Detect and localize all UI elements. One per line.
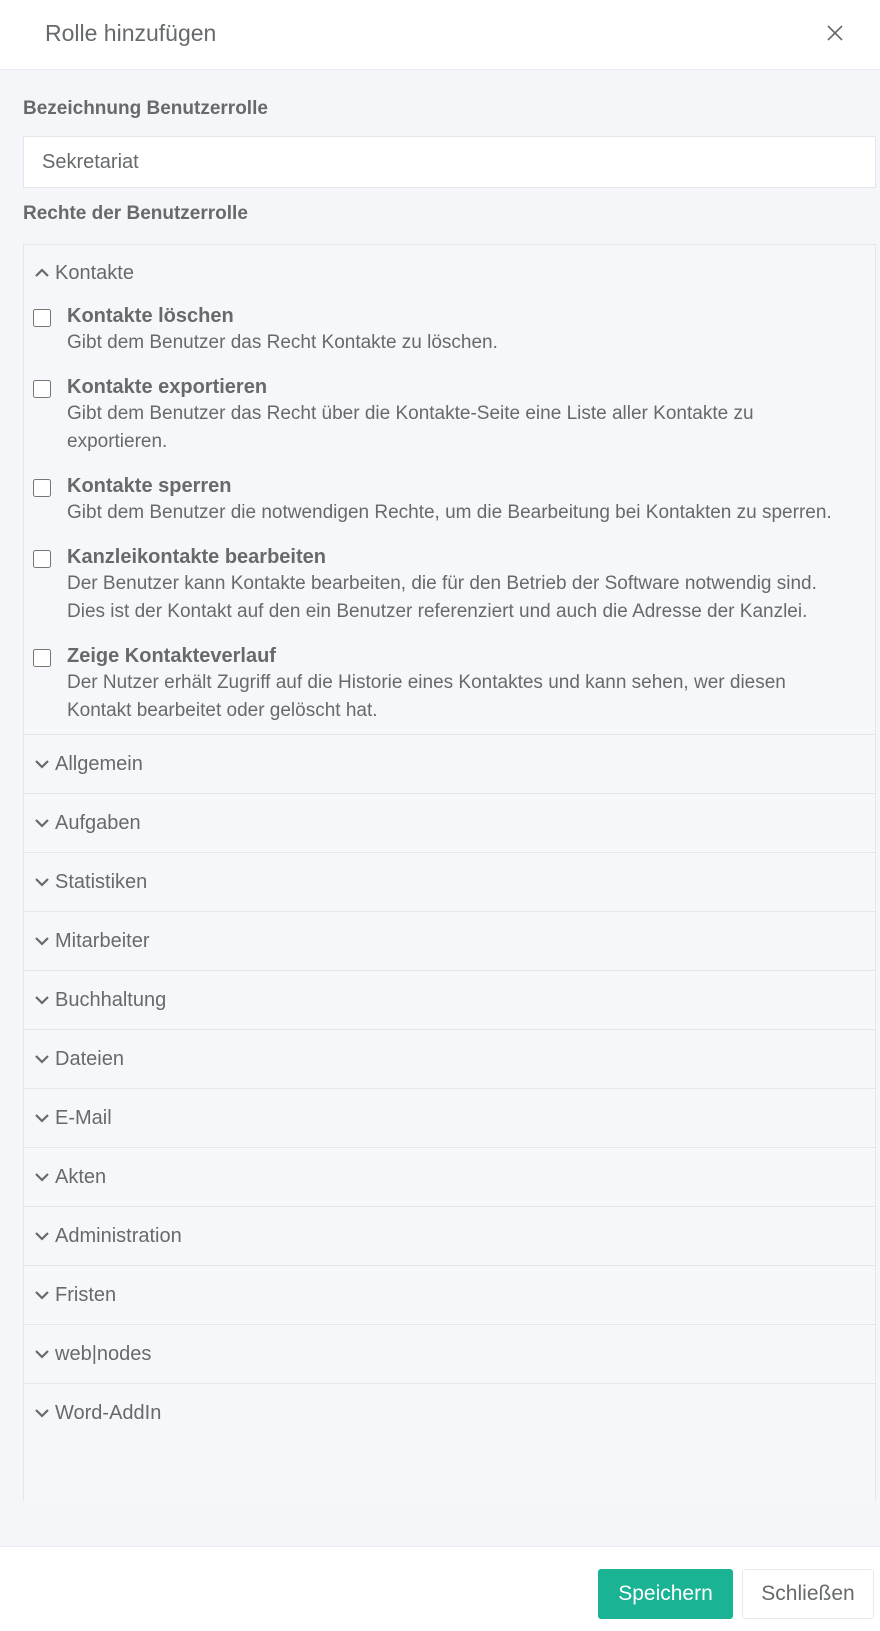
chevron-down-icon <box>34 1405 50 1421</box>
rights-group-header[interactable] <box>24 1147 875 1206</box>
chevron-down-icon <box>34 992 50 1008</box>
rights-group-header[interactable] <box>24 245 875 301</box>
close-footer-button[interactable]: Schließen <box>742 1569 874 1619</box>
chevron-down-icon <box>34 1169 50 1185</box>
chevron-up-icon <box>34 265 50 281</box>
save-button[interactable]: Speichern <box>598 1569 733 1619</box>
permission-item <box>24 544 875 626</box>
rights-group-label: Buchhaltung <box>55 988 167 1011</box>
permission-checkbox[interactable] <box>33 479 51 497</box>
permission-checkbox[interactable] <box>33 550 51 568</box>
rights-group-label: Word-AddIn <box>55 1401 162 1424</box>
rights-group-header[interactable] <box>24 852 875 911</box>
rights-group-label: Aufgaben <box>55 811 141 834</box>
rights-group-label: Akten <box>55 1165 107 1188</box>
permission-title: Kontakte sperren <box>67 475 232 497</box>
modal-title: Rolle hinzufügen <box>45 20 217 46</box>
permission-description: Der Benutzer kann Kontakte bearbeiten, die für den Betrieb der Software notwendig sind. Dies ist der Kontakt auf den ein Benutzer referenziert und auch die Adresse der Kanzlei. <box>67 573 817 622</box>
rights-group-label: Allgemein <box>55 752 143 775</box>
permission-item <box>24 643 875 725</box>
rights-panel <box>23 244 876 1501</box>
role-name-input[interactable] <box>23 136 876 188</box>
rights-group-header[interactable] <box>24 1265 875 1324</box>
permission-description: Der Nutzer erhält Zugriff auf die Historie eines Kontaktes und kann sehen, wer diesen Kontakt bearbeitet oder gelöscht hat. <box>67 672 786 721</box>
role-name-label: Bezeichnung Benutzerrolle <box>23 98 268 119</box>
rights-group-label: Mitarbeiter <box>55 929 150 952</box>
rights-group-label: Fristen <box>55 1283 117 1306</box>
collapsed-groups <box>24 734 875 1442</box>
rights-group-kontakte <box>24 245 875 734</box>
permission-item <box>24 303 875 357</box>
rights-group-header[interactable] <box>24 1088 875 1147</box>
chevron-down-icon <box>34 756 50 772</box>
rights-group-label: Dateien <box>55 1047 124 1070</box>
permission-title: Kontakte löschen <box>67 305 234 327</box>
rights-group-header[interactable] <box>24 970 875 1029</box>
permission-item <box>24 374 875 456</box>
rights-group-label: web|nodes <box>55 1342 152 1365</box>
rights-label: Rechte der Benutzerrolle <box>23 203 248 224</box>
chevron-down-icon <box>34 1287 50 1303</box>
chevron-down-icon <box>34 1051 50 1067</box>
permission-item <box>24 473 875 527</box>
permission-title: Zeige Kontakteverlauf <box>67 645 276 667</box>
chevron-down-icon <box>34 1110 50 1126</box>
rights-group-header[interactable] <box>24 911 875 970</box>
rights-group-label: Kontakte <box>55 261 134 284</box>
permission-description: Gibt dem Benutzer die notwendigen Rechte, um die Bearbeitung bei Kontakten zu sperren. <box>67 502 832 523</box>
chevron-down-icon <box>34 1346 50 1362</box>
close-button[interactable] <box>820 18 850 48</box>
permission-description: Gibt dem Benutzer das Recht über die Kontakte-Seite eine Liste aller Kontakte zu exportieren. <box>67 403 754 452</box>
rights-group-label: E-Mail <box>55 1106 112 1129</box>
permission-title: Kontakte exportieren <box>67 376 268 398</box>
rights-group-header[interactable] <box>24 793 875 852</box>
rights-group-header[interactable] <box>24 1029 875 1088</box>
rights-group-header[interactable] <box>24 1324 875 1383</box>
close-icon <box>820 18 850 48</box>
permission-checkbox[interactable] <box>33 380 51 398</box>
chevron-down-icon <box>34 874 50 890</box>
rights-group-header[interactable] <box>24 734 875 793</box>
rights-group-header[interactable] <box>24 1206 875 1265</box>
permission-checkbox[interactable] <box>33 309 51 327</box>
chevron-down-icon <box>34 1228 50 1244</box>
rights-group-label: Administration <box>55 1224 182 1247</box>
rights-group-header[interactable] <box>24 1383 875 1442</box>
modal-body <box>0 70 880 1546</box>
chevron-down-icon <box>34 933 50 949</box>
modal-header <box>0 0 880 70</box>
permission-description: Gibt dem Benutzer das Recht Kontakte zu löschen. <box>67 332 498 353</box>
permission-checkbox[interactable] <box>33 649 51 667</box>
permission-list <box>24 301 875 734</box>
modal-footer <box>0 1546 880 1631</box>
rights-group-label: Statistiken <box>55 870 148 893</box>
permission-title: Kanzleikontakte bearbeiten <box>67 546 326 568</box>
chevron-down-icon <box>34 815 50 831</box>
